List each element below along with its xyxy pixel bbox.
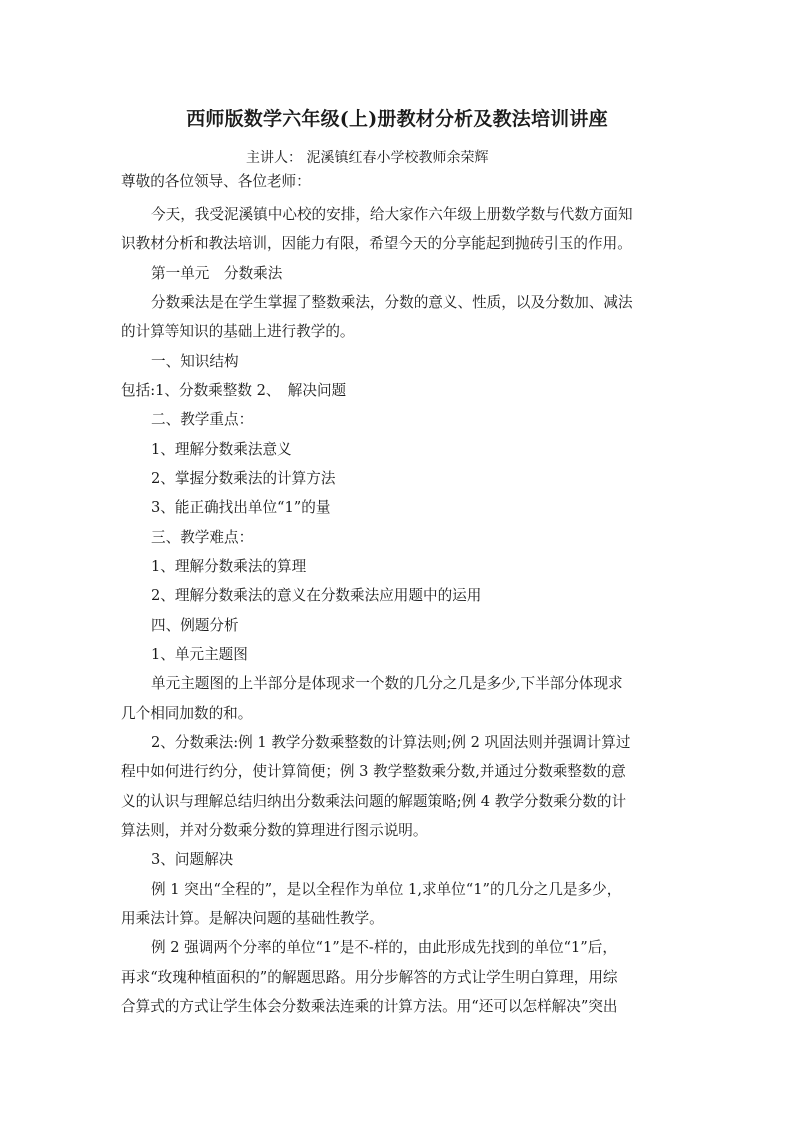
section-heading: 四、例题分析 <box>151 617 239 634</box>
salutation: 尊敬的各位领导、各位老师： <box>121 173 311 190</box>
paragraph-line: 用乘法计算。是解决问题的基础性教学。 <box>121 910 384 927</box>
list-item: 1、理解分数乘法的算理 <box>151 558 307 575</box>
document-title: 西师版数学六年级(上)册教材分析及教法培训讲座 <box>186 108 608 130</box>
paragraph-line: 分数乘法是在学生掌握了整数乘法，分数的意义、性质，以及分数加、减法 <box>151 294 633 311</box>
list-item: 1、单元主题图 <box>151 646 248 663</box>
paragraph-line: 今天，我受泥溪镇中心校的安排，给大家作六年级上册数学数与代数方面知 <box>151 206 633 223</box>
list-item: 3、能正确找出单位“1”的量 <box>151 499 331 516</box>
paragraph-line: 义的认识与理解总结归纳出分数乘法问题的解题策略;例 4 教学分数乘分数的计 <box>121 793 627 810</box>
paragraph-line: 识教材分析和教法培训，因能力有限，希望今天的分享能起到抛砖引玉的作用。 <box>121 235 632 252</box>
paragraph-line: 例 1 突出“全程的”，是以全程作为单位 1,求单位“1”的几分之几是多少， <box>151 881 622 898</box>
paragraph-line: 程中如何进行约分，使计算简便；例 3 教学整数乘分数,并通过分数乘整数的意 <box>121 763 626 780</box>
speaker-line: 主讲人： 泥溪镇红春小学校教师余荣辉 <box>246 150 489 166</box>
paragraph-line: 包括:1、分数乘整数 2、 解决问题 <box>121 382 347 399</box>
paragraph-line: 几个相同加数的和。 <box>121 705 253 722</box>
paragraph-line: 单元主题图的上半部分是体现求一个数的几分之几是多少,下半部分体现求 <box>151 675 623 692</box>
paragraph-line: 2、分数乘法:例 1 教学分数乘整数的计算法则;例 2 巩固法则并强调计算过 <box>151 734 631 751</box>
list-item: 2、掌握分数乘法的计算方法 <box>151 470 336 487</box>
paragraph-line: 再求“玫瑰种植面积的”的解题思路。用分步解答的方式让学生明白算理，用综 <box>121 969 618 986</box>
section-heading: 第一单元 分数乘法 <box>151 265 283 282</box>
list-item: 3、问题解决 <box>151 851 234 868</box>
paragraph-line: 例 2 强调两个分率的单位“1”是不-样的，由此形成先找到的单位“1”后， <box>151 939 617 956</box>
section-heading: 二、教学重点： <box>151 411 254 428</box>
list-item: 1、理解分数乘法意义 <box>151 441 292 458</box>
paragraph-line: 合算式的方式让学生体会分数乘法连乘的计算方法。用“还可以怎样解决”突出 <box>121 998 618 1015</box>
section-heading: 一、知识结构 <box>151 353 239 370</box>
paragraph-line: 的计算等知识的基础上进行教学的。 <box>121 323 355 340</box>
section-heading: 三、教学难点： <box>151 529 254 546</box>
list-item: 2、理解分数乘法的意义在分数乘法应用题中的运用 <box>151 587 482 604</box>
paragraph-line: 算法则，并对分数乘分数的算理进行图示说明。 <box>121 822 428 839</box>
